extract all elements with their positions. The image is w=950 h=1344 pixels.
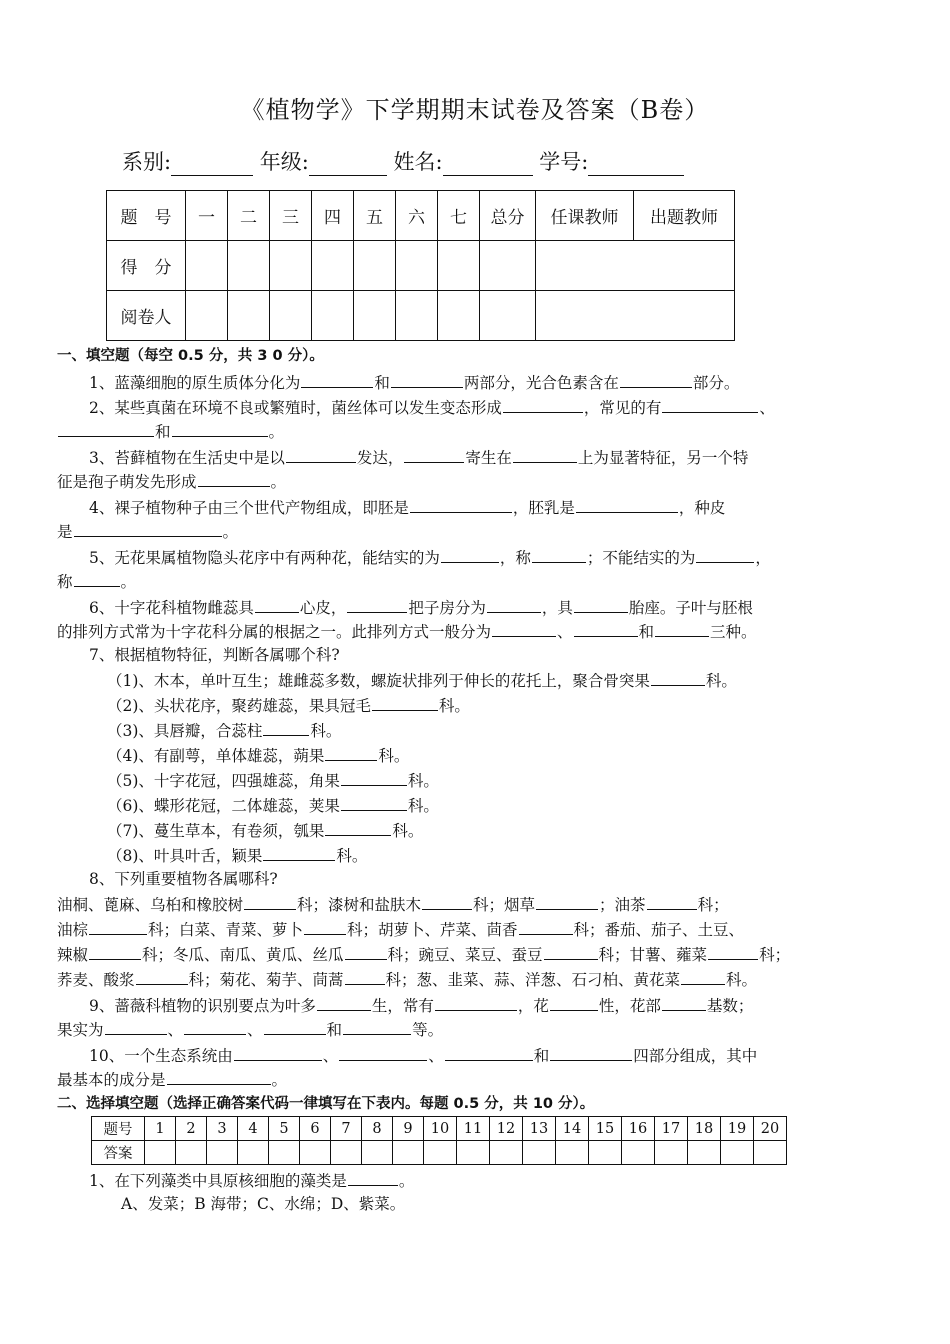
blank[interactable] [347, 596, 407, 613]
q-text: （7)、蔓生草本，有卷须，瓠果 [107, 822, 325, 840]
answer-cell[interactable] [238, 1141, 269, 1165]
q8: 8、下列重要植物各属哪科? [89, 870, 278, 888]
teacher-cell[interactable] [536, 291, 735, 341]
q4-cont [57, 520, 238, 542]
blank[interactable] [574, 596, 628, 613]
q-text: 科；菊花、菊芋、茼蒿 [188, 971, 344, 989]
question-number-cell: 17 [655, 1117, 688, 1141]
q-text: 、 [557, 623, 573, 641]
q10 [89, 1044, 757, 1066]
blank[interactable] [345, 968, 385, 985]
answer-cell[interactable] [145, 1141, 176, 1165]
q-text: 。 [398, 1172, 415, 1190]
score-row-label: 得 分 [107, 241, 186, 291]
q-text: 6、十字花科植物雌蕊具 [89, 599, 254, 617]
blank[interactable] [435, 994, 517, 1011]
question-number-cell: 15 [589, 1117, 622, 1141]
q-text: 、 [322, 1047, 339, 1065]
blank[interactable] [341, 769, 407, 786]
id-blank[interactable] [588, 153, 684, 176]
blank[interactable] [487, 596, 541, 613]
question-number-cell: 2 [176, 1117, 207, 1141]
question-number-cell: 8 [362, 1117, 393, 1141]
q7-3 [107, 719, 341, 741]
blank[interactable] [263, 719, 309, 736]
answer-row-label: 答案 [92, 1141, 145, 1165]
q-text: 科；漆树和盐肤木 [297, 896, 422, 914]
q-text: 部分。 [692, 374, 740, 392]
q-text: 5、无花果属植物隐头花序中有两种花，能结实的为 [89, 549, 440, 567]
blank[interactable] [532, 546, 586, 563]
q-text: 基数； [706, 997, 754, 1015]
q-text: 。 [270, 473, 287, 491]
blank[interactable] [345, 943, 387, 960]
blank[interactable] [550, 994, 598, 1011]
teacher-cell[interactable] [536, 241, 735, 291]
answer-row-label: 题号 [92, 1117, 145, 1141]
q-text: 科； [759, 946, 791, 964]
name-blank[interactable] [443, 153, 533, 176]
blank[interactable] [339, 1044, 427, 1061]
blank[interactable] [404, 446, 464, 463]
q-text: 和 [374, 374, 390, 392]
q9-cont [57, 1018, 443, 1040]
grader-cell[interactable] [186, 291, 228, 341]
q8-line3 [57, 943, 790, 965]
answer-cell[interactable] [556, 1141, 589, 1165]
blank[interactable] [681, 968, 725, 985]
q-text: 科。 [407, 797, 439, 815]
q-text: 称 [57, 573, 73, 591]
q-text: （6)、蝶形花冠，二体雄蕊，荚果 [107, 797, 340, 815]
blank[interactable] [441, 546, 499, 563]
question-number-cell: 5 [269, 1117, 300, 1141]
blank[interactable] [372, 694, 438, 711]
question-number-cell: 9 [393, 1117, 424, 1141]
q-text: 科。 [726, 971, 758, 989]
score-cell[interactable] [354, 241, 396, 291]
answer-cell[interactable] [589, 1141, 622, 1165]
q-text: 果实为 [57, 1021, 104, 1039]
question-number-cell: 18 [688, 1117, 721, 1141]
blank[interactable] [536, 893, 598, 910]
blank[interactable] [74, 520, 222, 537]
blank[interactable] [519, 918, 573, 935]
q-text: 科。 [407, 772, 439, 790]
q-text: 征是孢子萌发先形成 [57, 473, 197, 491]
q-text: ，种皮 [678, 499, 726, 517]
answer-cell[interactable] [424, 1141, 457, 1165]
answer-cell[interactable] [393, 1141, 424, 1165]
q-text: 心皮， [299, 599, 347, 617]
q-text: ，花 [517, 997, 549, 1015]
question-number-cell: 3 [207, 1117, 238, 1141]
q-text: 和 [638, 623, 655, 641]
q-text: ；不能结实的为 [586, 549, 696, 567]
question-number-cell: 7 [331, 1117, 362, 1141]
blank[interactable] [696, 546, 754, 563]
blank[interactable] [317, 994, 371, 1011]
grade-blank[interactable] [309, 153, 387, 176]
blank[interactable] [244, 893, 296, 910]
grader-cell[interactable] [480, 291, 536, 341]
q-text: 科。 [705, 672, 737, 690]
question-number-cell: 19 [721, 1117, 754, 1141]
q-text: 胎座。子叶与胚根 [628, 599, 753, 617]
question-number-cell: 13 [523, 1117, 556, 1141]
blank[interactable] [662, 396, 758, 413]
q-text: 3、苔藓植物在生活史中是以 [89, 449, 285, 467]
q-text: 发达， [356, 449, 404, 467]
blank[interactable] [301, 371, 373, 388]
question-number-cell: 6 [300, 1117, 331, 1141]
blank[interactable] [410, 496, 512, 513]
score-cell[interactable] [438, 241, 480, 291]
question-number-cell: 10 [424, 1117, 457, 1141]
q7-5 [107, 769, 439, 791]
q10-cont [57, 1068, 287, 1090]
blank[interactable] [550, 1044, 632, 1061]
q-text: 科；冬瓜、南瓜、黄瓜、丝瓜 [142, 946, 344, 964]
score-header: 六 [396, 191, 438, 241]
q-text: ，称 [499, 549, 531, 567]
q-text: 科。 [310, 722, 342, 740]
q-text: 两部分，光合色素含在 [463, 374, 619, 392]
q7-4 [107, 744, 409, 766]
answer-cell[interactable] [655, 1141, 688, 1165]
score-row-label: 阅卷人 [107, 291, 186, 341]
q8-line1 [57, 893, 729, 915]
q5-cont [57, 570, 136, 592]
blank[interactable] [263, 844, 335, 861]
blank[interactable] [343, 1018, 411, 1035]
answer-cell[interactable] [176, 1141, 207, 1165]
q-text: 科；甘薯、蕹菜 [598, 946, 708, 964]
question-number-cell: 20 [754, 1117, 787, 1141]
q6 [89, 596, 753, 618]
score-header: 七 [438, 191, 480, 241]
blank[interactable] [422, 893, 472, 910]
score-cell[interactable] [480, 241, 536, 291]
q-text: 、 [247, 1021, 263, 1039]
question-number-cell: 14 [556, 1117, 589, 1141]
q-text: （1)、木本，单叶互生；雄雌蕊多数，螺旋状排列于伸长的花托上，聚合骨突果 [107, 672, 650, 690]
q-text: 生，常有 [371, 997, 434, 1015]
q-text: 荞麦、酸浆 [57, 971, 135, 989]
blank[interactable] [708, 943, 758, 960]
q-text: 科。 [438, 697, 470, 715]
grade-label: 年级: [259, 150, 309, 174]
q-text: 1、在下列藻类中具原核细胞的藻类是 [89, 1172, 347, 1190]
q-text: 寄生在 [465, 449, 512, 467]
q-text: 4、裸子植物种子由三个世代产物组成，即胚是 [89, 499, 409, 517]
blank[interactable] [167, 1068, 271, 1085]
q4 [89, 496, 725, 518]
blank[interactable] [662, 994, 706, 1011]
blank[interactable] [503, 396, 583, 413]
question-number-cell: 4 [238, 1117, 269, 1141]
blank[interactable] [286, 446, 356, 463]
blank[interactable] [391, 371, 463, 388]
score-header: 总分 [480, 191, 536, 241]
q-text: 科；葱、韭菜、蒜、洋葱、石刁柏、黄花菜 [385, 971, 681, 989]
score-header: 五 [354, 191, 396, 241]
q-text: 科；烟草 [473, 896, 536, 914]
blank[interactable] [325, 744, 377, 761]
q-text: （5)、十字花冠，四强雄蕊，角果 [107, 772, 340, 790]
answer-cell[interactable] [622, 1141, 655, 1165]
q-text: 的排列方式常为十字花科分属的根据之一。此排列方式一般分为 [57, 623, 492, 641]
blank[interactable] [234, 1044, 322, 1061]
blank[interactable] [172, 420, 268, 437]
q-text: 辣椒 [57, 946, 89, 964]
q-text: 科。 [392, 822, 424, 840]
q-text: ，常见的有 [583, 399, 662, 417]
answer-cell[interactable] [269, 1141, 300, 1165]
q-text: （3)、具唇瓣，合蕊柱 [107, 722, 263, 740]
q3-cont [57, 470, 286, 492]
grader-cell[interactable] [228, 291, 270, 341]
score-cell[interactable] [270, 241, 312, 291]
q-text: 是 [57, 523, 73, 541]
q-text: 三种。 [710, 623, 757, 641]
q7-7 [107, 819, 423, 841]
name-label: 姓名: [393, 150, 443, 174]
answer-cell[interactable] [523, 1141, 556, 1165]
grader-cell[interactable] [270, 291, 312, 341]
blank[interactable] [255, 596, 299, 613]
q-text: 科；胡萝卜、芹菜、茴香 [347, 921, 518, 939]
q-text: 和 [155, 423, 171, 441]
q-text: 把子房分为 [408, 599, 486, 617]
blank[interactable] [655, 620, 709, 637]
score-table [106, 190, 735, 341]
q-text: 科；豌豆、菜豆、蚕豆 [387, 946, 543, 964]
page-title: 《植物学》下学期期末试卷及答案（B卷） [240, 96, 710, 124]
q7-2 [107, 694, 470, 716]
s2-q1-options: A、发菜；B 海带；C、水绵；D、紫菜。 [121, 1195, 406, 1213]
section1-heading: 一、填空题（每空 0.5 分，共 3 0 分）。 [57, 348, 324, 364]
blank[interactable] [574, 620, 638, 637]
q-text: 科。 [378, 747, 410, 765]
q-text: （4)、有副萼，单体雄蕊，蒴果 [107, 747, 325, 765]
blank[interactable] [647, 893, 697, 910]
score-header: 题 号 [107, 191, 186, 241]
q6-cont [57, 620, 757, 642]
q-text: 2、某些真菌在环境不良或繁殖时，菌丝体可以发生变态形成 [89, 399, 502, 417]
q-text: ， [755, 549, 771, 567]
q-text: 科；番茄、茄子、土豆、 [573, 921, 745, 939]
blank[interactable] [445, 1044, 533, 1061]
q-text: ，胚乳是 [512, 499, 575, 517]
q9 [89, 994, 753, 1016]
answer-cell[interactable] [362, 1141, 393, 1165]
blank[interactable] [576, 496, 678, 513]
score-header: 三 [270, 191, 312, 241]
q8-line2 [57, 918, 744, 940]
blank[interactable] [89, 943, 141, 960]
q-text: 等。 [412, 1021, 444, 1039]
blank[interactable] [341, 794, 407, 811]
q7-8 [107, 844, 367, 866]
q-text: 最基本的成分是 [57, 1071, 166, 1089]
grader-cell[interactable] [354, 291, 396, 341]
q-text: 。 [222, 523, 239, 541]
blank[interactable] [325, 819, 391, 836]
q-text: 四部分组成，其中 [633, 1047, 758, 1065]
blank[interactable] [89, 918, 147, 935]
answer-cell[interactable] [207, 1141, 238, 1165]
q-text: 、 [759, 399, 775, 417]
student-info-row [122, 146, 684, 176]
q7-1 [107, 669, 737, 691]
q-text: ；油茶 [599, 896, 646, 914]
answer-cell[interactable] [300, 1141, 331, 1165]
answer-table [91, 1116, 787, 1165]
answer-cell[interactable] [331, 1141, 362, 1165]
dept-blank[interactable] [171, 153, 253, 176]
q-text: 科； [697, 896, 729, 914]
q2 [89, 396, 775, 418]
q2-cont [57, 420, 284, 442]
q-text: 1、蓝藻细胞的原生质体分化为 [89, 374, 301, 392]
q-text: 油棕 [57, 921, 89, 939]
blank[interactable] [651, 669, 705, 686]
blank[interactable] [58, 420, 154, 437]
q-text: （8)、叶具叶舌，颖果 [107, 847, 263, 865]
score-cell[interactable] [312, 241, 354, 291]
blank[interactable] [74, 570, 120, 587]
q7-6 [107, 794, 439, 816]
question-number-cell: 12 [490, 1117, 523, 1141]
answer-cell[interactable] [490, 1141, 523, 1165]
q-text: 和 [533, 1047, 550, 1065]
q-text: 9、蔷薇科植物的识别要点为叶多 [89, 997, 316, 1015]
q-text: 10、一个生态系统由 [89, 1047, 233, 1065]
q1 [89, 371, 739, 393]
q7: 7、根据植物特征，判断各属哪个科? [89, 646, 340, 664]
blank[interactable] [105, 1018, 167, 1035]
q-text: 科；白菜、青菜、萝卜 [148, 921, 304, 939]
q8-line4 [57, 968, 757, 990]
blank[interactable] [198, 470, 270, 487]
section2-heading: 二、选择填空题（选择正确答案代码一律填写在下表内。每题 0.5 分，共 10 分）。 [57, 1096, 595, 1112]
q-text: 性，花部 [598, 997, 661, 1015]
q3 [89, 446, 748, 468]
grader-cell[interactable] [396, 291, 438, 341]
blank[interactable] [264, 1018, 326, 1035]
q-text: ，具 [541, 599, 573, 617]
score-cell[interactable] [228, 241, 270, 291]
answer-cell[interactable] [721, 1141, 754, 1165]
q-text: 和 [326, 1021, 343, 1039]
q-text: 。 [268, 423, 285, 441]
blank[interactable] [184, 1018, 246, 1035]
score-header: 一 [186, 191, 228, 241]
question-number-cell: 16 [622, 1117, 655, 1141]
score-cell[interactable] [186, 241, 228, 291]
dept-label: 系别: [122, 150, 172, 174]
score-cell[interactable] [396, 241, 438, 291]
s2-q1 [89, 1169, 414, 1191]
q-text: 、 [428, 1047, 444, 1065]
id-label: 学号: [539, 150, 589, 174]
blank[interactable] [544, 943, 598, 960]
blank[interactable] [136, 968, 188, 985]
q-text: 科。 [336, 847, 368, 865]
blank[interactable] [492, 620, 556, 637]
answer-cell[interactable] [457, 1141, 490, 1165]
grader-cell[interactable] [438, 291, 480, 341]
q5 [89, 546, 771, 568]
grader-cell[interactable] [312, 291, 354, 341]
score-header: 任课教师 [536, 191, 634, 241]
q-text: （2)、头状花序，聚药雄蕊，果具冠毛 [107, 697, 371, 715]
blank[interactable] [304, 918, 346, 935]
question-number-cell: 1 [145, 1117, 176, 1141]
answer-cell[interactable] [754, 1141, 787, 1165]
answer-cell[interactable] [688, 1141, 721, 1165]
q-text: 上为显著特征，另一个特 [577, 449, 749, 467]
q-text: 。 [271, 1071, 288, 1089]
blank[interactable] [620, 371, 692, 388]
blank[interactable] [513, 446, 577, 463]
question-number-cell: 11 [457, 1117, 490, 1141]
q-text: 、 [167, 1021, 184, 1039]
blank[interactable] [348, 1169, 398, 1186]
score-header: 四 [312, 191, 354, 241]
q-text: 。 [120, 573, 137, 591]
score-header: 二 [228, 191, 270, 241]
q-text: 油桐、蓖麻、乌桕和橡胶树 [57, 896, 244, 914]
score-header: 出题教师 [634, 191, 735, 241]
